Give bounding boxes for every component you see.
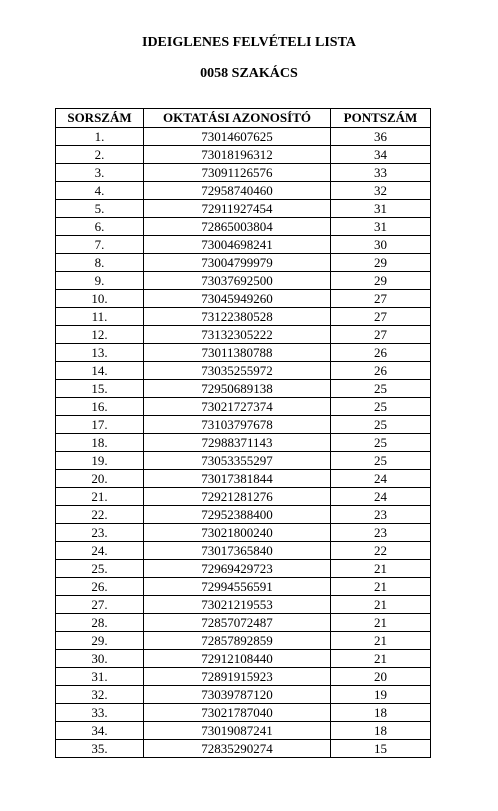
cell-sorszam: 3. [56,164,144,182]
cell-azonosito: 73021787040 [144,704,331,722]
cell-sorszam: 24. [56,542,144,560]
table-row [56,308,431,326]
cell-azonosito: 73039787120 [144,686,331,704]
table-row [56,488,431,506]
cell-azonosito: 72988371143 [144,434,331,452]
cell-azonosito: 72857072487 [144,614,331,632]
cell-pontszam: 21 [331,614,431,632]
table-row [56,704,431,722]
cell-azonosito: 72865003804 [144,218,331,236]
cell-sorszam: 30. [56,650,144,668]
cell-pontszam: 25 [331,398,431,416]
cell-sorszam: 11. [56,308,144,326]
cell-pontszam: 21 [331,578,431,596]
cell-azonosito: 72911927454 [144,200,331,218]
cell-azonosito: 73132305222 [144,326,331,344]
cell-sorszam: 27. [56,596,144,614]
table-row [56,668,431,686]
cell-azonosito: 73019087241 [144,722,331,740]
cell-pontszam: 21 [331,596,431,614]
table-row [56,524,431,542]
table-row [56,506,431,524]
cell-sorszam: 35. [56,740,144,758]
cell-pontszam: 15 [331,740,431,758]
cell-sorszam: 9. [56,272,144,290]
cell-pontszam: 18 [331,704,431,722]
cell-azonosito: 72969429723 [144,560,331,578]
cell-pontszam: 30 [331,236,431,254]
table-row [56,596,431,614]
cell-sorszam: 32. [56,686,144,704]
cell-azonosito: 73011380788 [144,344,331,362]
cell-pontszam: 34 [331,146,431,164]
table-row [56,362,431,380]
cell-azonosito: 73004698241 [144,236,331,254]
cell-sorszam: 16. [56,398,144,416]
cell-sorszam: 28. [56,614,144,632]
cell-sorszam: 25. [56,560,144,578]
table-row [56,560,431,578]
table-row [56,740,431,758]
cell-sorszam: 34. [56,722,144,740]
cell-pontszam: 27 [331,308,431,326]
table-row [56,218,431,236]
cell-pontszam: 25 [331,434,431,452]
cell-azonosito: 73037692500 [144,272,331,290]
table-row [56,578,431,596]
table-row [56,632,431,650]
header-sorszam: SORSZÁM [56,109,144,128]
cell-azonosito: 73045949260 [144,290,331,308]
cell-azonosito: 72921281276 [144,488,331,506]
cell-azonosito: 73035255972 [144,362,331,380]
document-subtitle: 0058 SZAKÁCS [200,66,298,81]
table-body [56,128,431,758]
table-row [56,164,431,182]
cell-pontszam: 25 [331,380,431,398]
table-row [56,686,431,704]
cell-azonosito: 73021727374 [144,398,331,416]
cell-sorszam: 23. [56,524,144,542]
cell-pontszam: 26 [331,344,431,362]
cell-azonosito: 73091126576 [144,164,331,182]
cell-azonosito: 72950689138 [144,380,331,398]
cell-azonosito: 73017365840 [144,542,331,560]
cell-pontszam: 25 [331,416,431,434]
table-row [56,650,431,668]
cell-pontszam: 23 [331,524,431,542]
table-row [56,254,431,272]
cell-sorszam: 8. [56,254,144,272]
table-row [56,614,431,632]
table-row [56,236,431,254]
table-row [56,380,431,398]
cell-sorszam: 21. [56,488,144,506]
cell-sorszam: 4. [56,182,144,200]
header-pontszam: PONTSZÁM [331,109,431,128]
table-row [56,434,431,452]
cell-azonosito: 73103797678 [144,416,331,434]
table-row [56,542,431,560]
cell-pontszam: 31 [331,200,431,218]
cell-sorszam: 26. [56,578,144,596]
table-row [56,290,431,308]
document-title: IDEIGLENES FELVÉTELI LISTA [142,35,356,50]
admission-table [55,108,431,758]
header-oktatasi-azonosito: OKTATÁSI AZONOSÍTÓ [144,109,331,128]
cell-azonosito: 72958740460 [144,182,331,200]
cell-azonosito: 73017381844 [144,470,331,488]
cell-pontszam: 31 [331,218,431,236]
cell-pontszam: 18 [331,722,431,740]
cell-azonosito: 73021800240 [144,524,331,542]
cell-azonosito: 73122380528 [144,308,331,326]
table-row [56,272,431,290]
table-row [56,452,431,470]
cell-pontszam: 29 [331,272,431,290]
cell-sorszam: 13. [56,344,144,362]
cell-sorszam: 1. [56,128,144,146]
cell-pontszam: 25 [331,452,431,470]
cell-sorszam: 17. [56,416,144,434]
cell-sorszam: 29. [56,632,144,650]
cell-azonosito: 73004799979 [144,254,331,272]
table-row [56,128,431,146]
table-row [56,416,431,434]
table-row [56,326,431,344]
cell-sorszam: 5. [56,200,144,218]
cell-azonosito: 72835290274 [144,740,331,758]
cell-sorszam: 2. [56,146,144,164]
table-row [56,182,431,200]
cell-pontszam: 26 [331,362,431,380]
cell-pontszam: 19 [331,686,431,704]
cell-sorszam: 14. [56,362,144,380]
cell-pontszam: 24 [331,488,431,506]
table-row [56,722,431,740]
table-row [56,344,431,362]
table-row [56,470,431,488]
cell-pontszam: 27 [331,290,431,308]
cell-azonosito: 72952388400 [144,506,331,524]
cell-azonosito: 73014607625 [144,128,331,146]
cell-pontszam: 22 [331,542,431,560]
cell-pontszam: 27 [331,326,431,344]
cell-sorszam: 18. [56,434,144,452]
cell-pontszam: 20 [331,668,431,686]
cell-pontszam: 23 [331,506,431,524]
cell-pontszam: 32 [331,182,431,200]
cell-azonosito: 72857892859 [144,632,331,650]
cell-sorszam: 33. [56,704,144,722]
table-row [56,398,431,416]
cell-sorszam: 22. [56,506,144,524]
cell-pontszam: 24 [331,470,431,488]
cell-sorszam: 19. [56,452,144,470]
cell-azonosito: 72891915923 [144,668,331,686]
cell-sorszam: 7. [56,236,144,254]
cell-azonosito: 72912108440 [144,650,331,668]
cell-azonosito: 73053355297 [144,452,331,470]
cell-sorszam: 12. [56,326,144,344]
cell-sorszam: 15. [56,380,144,398]
table-row [56,146,431,164]
cell-pontszam: 33 [331,164,431,182]
cell-pontszam: 21 [331,632,431,650]
cell-sorszam: 6. [56,218,144,236]
cell-pontszam: 29 [331,254,431,272]
cell-azonosito: 73018196312 [144,146,331,164]
cell-pontszam: 21 [331,650,431,668]
cell-sorszam: 31. [56,668,144,686]
table-header-row [56,109,431,128]
table-row [56,200,431,218]
cell-sorszam: 10. [56,290,144,308]
cell-pontszam: 21 [331,560,431,578]
cell-azonosito: 72994556591 [144,578,331,596]
cell-sorszam: 20. [56,470,144,488]
cell-azonosito: 73021219553 [144,596,331,614]
cell-pontszam: 36 [331,128,431,146]
